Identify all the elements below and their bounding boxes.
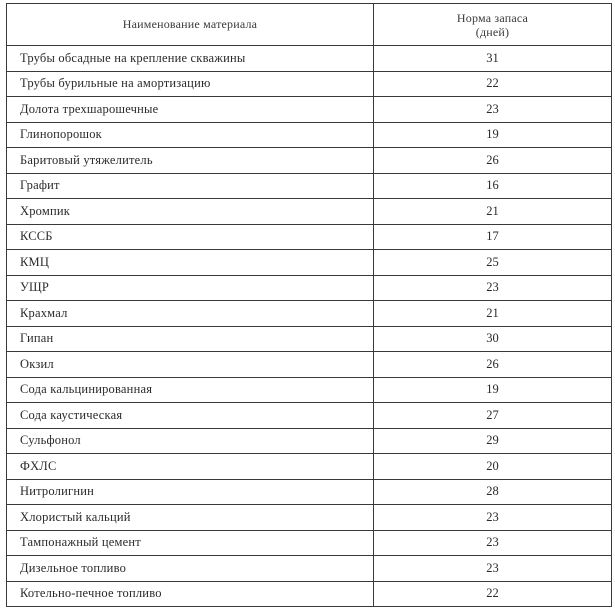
table-row — [7, 71, 612, 97]
material-name-cell: Долота трехшарошечные — [7, 97, 374, 123]
table-row — [7, 454, 612, 480]
material-name-cell: Баритовый утяжелитель — [7, 148, 374, 174]
table-row — [7, 479, 612, 505]
stock-norm-cell: 19 — [374, 122, 612, 148]
material-name-cell: Хлористый кальций — [7, 505, 374, 531]
material-name-cell: УЩР — [7, 275, 374, 301]
stock-norm-cell: 26 — [374, 352, 612, 378]
material-name-cell: Котельно-печное топливо — [7, 581, 374, 607]
stock-norm-cell: 25 — [374, 250, 612, 276]
stock-norm-cell: 29 — [374, 428, 612, 454]
material-name-cell: Нитролигнин — [7, 479, 374, 505]
material-name-cell: КМЦ — [7, 250, 374, 276]
table-row — [7, 326, 612, 352]
table-row — [7, 352, 612, 378]
table-row — [7, 581, 612, 607]
header-material-name: Наименование материала — [7, 4, 374, 46]
table-row — [7, 122, 612, 148]
header-stock-norm-line2: (дней) — [475, 24, 510, 39]
material-name-cell: Хромпик — [7, 199, 374, 225]
stock-norm-cell: 23 — [374, 530, 612, 556]
stock-norm-cell: 19 — [374, 377, 612, 403]
stock-norm-cell: 23 — [374, 505, 612, 531]
header-stock-norm — [374, 4, 612, 46]
material-name-cell: Гипан — [7, 326, 374, 352]
stock-norm-cell: 20 — [374, 454, 612, 480]
stock-norm-cell: 31 — [374, 46, 612, 72]
table-row — [7, 173, 612, 199]
table-row — [7, 199, 612, 225]
material-name-cell: Сода кальцинированная — [7, 377, 374, 403]
material-name-cell: ФХЛС — [7, 454, 374, 480]
stock-norm-cell: 23 — [374, 97, 612, 123]
table-row — [7, 97, 612, 123]
stock-norm-cell: 22 — [374, 71, 612, 97]
table-row — [7, 148, 612, 174]
table-header-row — [7, 4, 612, 46]
stock-norm-cell: 17 — [374, 224, 612, 250]
material-name-cell: Крахмал — [7, 301, 374, 327]
stock-norm-cell: 21 — [374, 199, 612, 225]
material-name-cell: Графит — [7, 173, 374, 199]
stock-norm-cell: 23 — [374, 556, 612, 582]
material-name-cell: Дизельное топливо — [7, 556, 374, 582]
table-row — [7, 377, 612, 403]
table-row — [7, 224, 612, 250]
material-name-cell: Глинопорошок — [7, 122, 374, 148]
table-row — [7, 250, 612, 276]
material-name-cell: Сода каустическая — [7, 403, 374, 429]
stock-norm-cell: 28 — [374, 479, 612, 505]
material-name-cell: КССБ — [7, 224, 374, 250]
material-name-cell: Тампонажный цемент — [7, 530, 374, 556]
stock-norm-cell: 26 — [374, 148, 612, 174]
table-row — [7, 530, 612, 556]
stock-norm-cell: 23 — [374, 275, 612, 301]
header-stock-norm-line1: Норма запаса — [456, 10, 529, 25]
stock-norm-cell: 30 — [374, 326, 612, 352]
table-row — [7, 505, 612, 531]
stock-norm-cell: 21 — [374, 301, 612, 327]
stock-norm-cell: 16 — [374, 173, 612, 199]
material-name-cell: Окзил — [7, 352, 374, 378]
material-name-cell: Сульфонол — [7, 428, 374, 454]
table-body — [7, 46, 612, 607]
table-row — [7, 275, 612, 301]
stock-norm-cell: 27 — [374, 403, 612, 429]
material-name-cell: Трубы бурильные на амортизацию — [7, 71, 374, 97]
table-row — [7, 46, 612, 72]
materials-table — [6, 3, 612, 607]
table-row — [7, 403, 612, 429]
table-row — [7, 556, 612, 582]
stock-norm-cell: 22 — [374, 581, 612, 607]
table-row — [7, 301, 612, 327]
table-row — [7, 428, 612, 454]
material-name-cell: Трубы обсадные на крепление скважины — [7, 46, 374, 72]
